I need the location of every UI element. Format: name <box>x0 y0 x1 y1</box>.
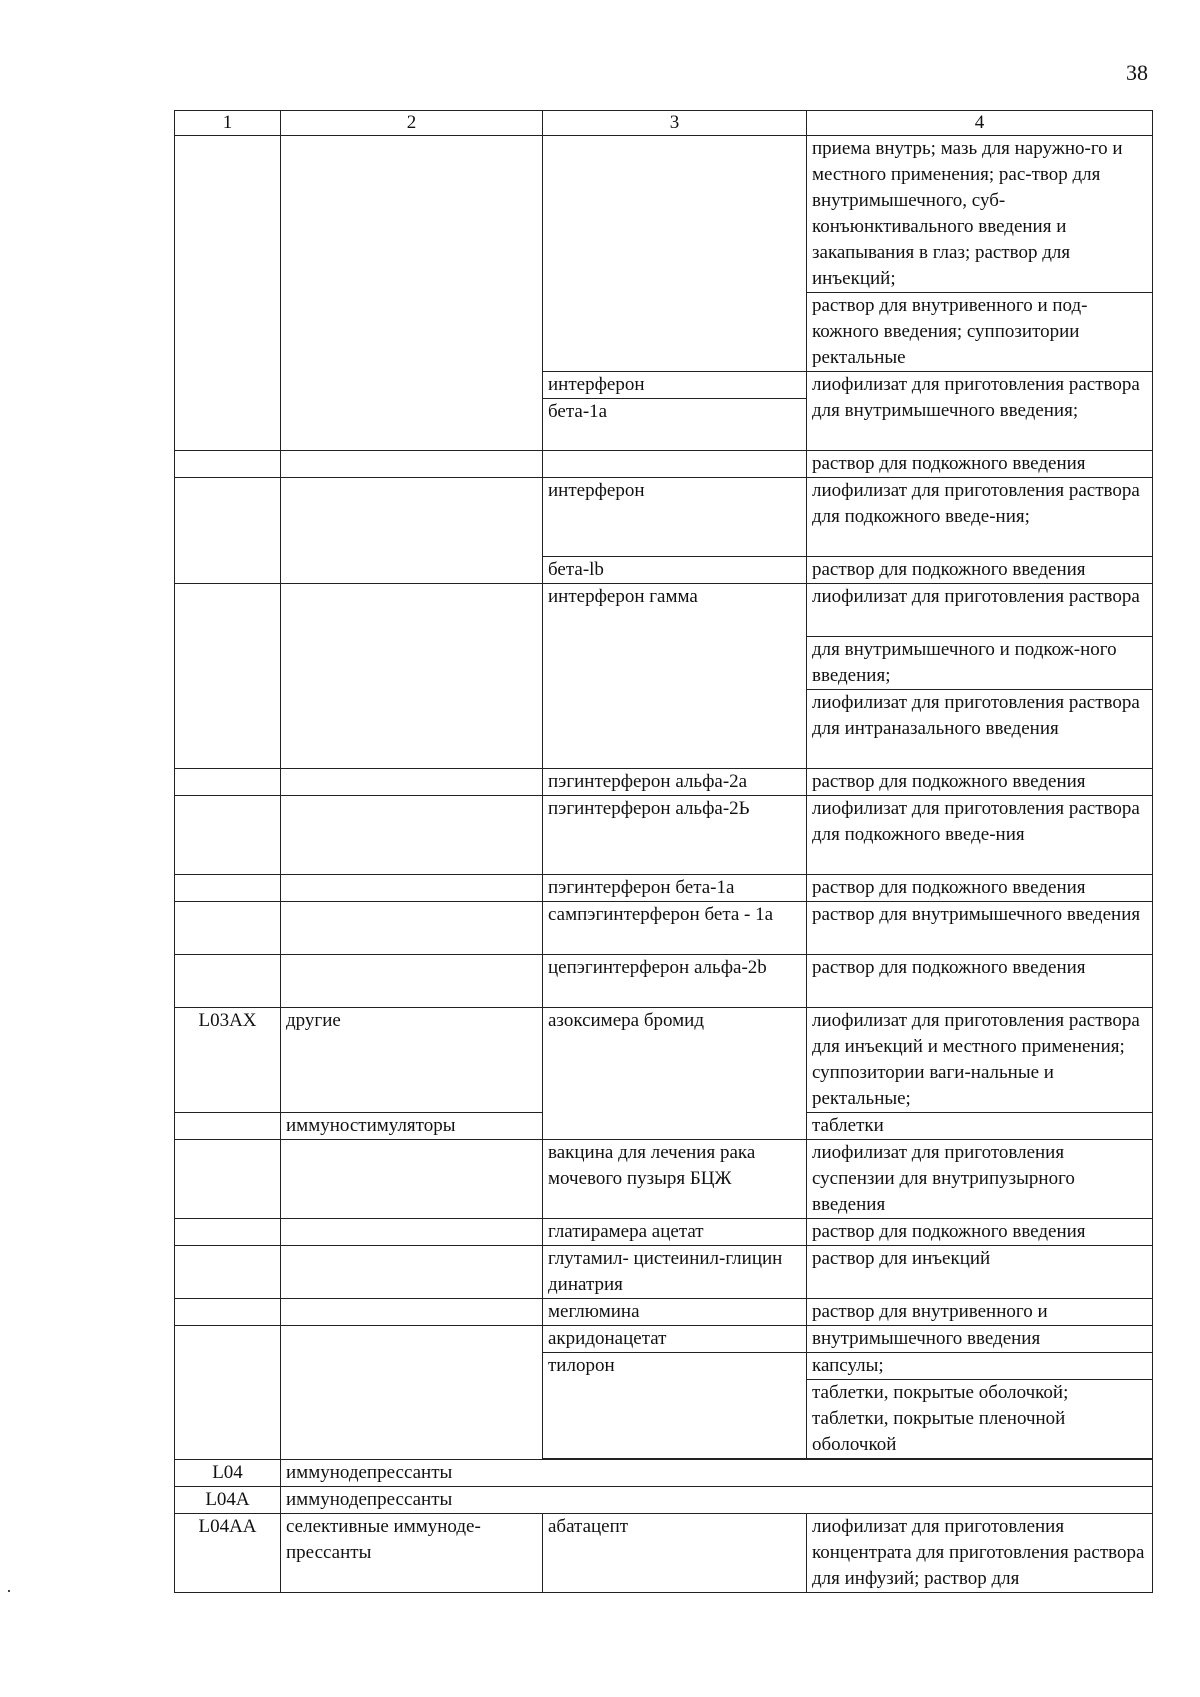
table-row <box>175 1299 1153 1326</box>
header-col-2: 2 <box>281 111 543 136</box>
cell-drug: тилорон <box>543 1353 807 1459</box>
table-row <box>175 1326 1153 1353</box>
header-col-4: 4 <box>807 111 1153 136</box>
cell-form: лиофилизат для приготовления суспензии для внутрипузырного введения <box>807 1140 1153 1219</box>
cell-form: раствор для подкожного введения <box>807 451 1153 478</box>
cell-form: лиофилизат для приготовления раствора для интраназального введения <box>807 690 1153 769</box>
cell-group: другие <box>281 1008 543 1113</box>
cell-drug: цепэгинтерферон альфа-2b <box>543 955 807 1008</box>
drug-name-line-2: бета-1а <box>548 401 608 422</box>
cell-form: таблетки, покрытые оболочкой; таблетки, покрытые пленочной оболочкой <box>807 1380 1153 1459</box>
cell-form: раствор для внутривенного и <box>807 1299 1153 1326</box>
cell-atc-code: L04 <box>175 1460 281 1487</box>
cell-form: лиофилизат для приготовления раствора для подкожного введе-ния <box>807 796 1153 875</box>
cell-drug: глутамил- цистеинил-глицин динатрия <box>543 1246 807 1299</box>
cell-form: раствор для подкожного введения <box>807 557 1153 584</box>
table-row <box>175 1246 1153 1299</box>
table-row <box>175 1514 1153 1593</box>
header-row <box>175 111 1153 136</box>
cell-group: селективные иммуноде-прессанты <box>281 1514 543 1593</box>
cell-form: лиофилизат для приготовления раствора <box>807 584 1153 637</box>
cell-form: лиофилизат для приготовления концентрата для приготовления раствора для инфузий; раствор для <box>807 1514 1153 1593</box>
cell-drug: глатирамера ацетат <box>543 1219 807 1246</box>
cell-group: иммунодепрессанты <box>281 1460 1153 1487</box>
cell-drug: интерферон гамма <box>543 584 807 769</box>
cell-form: для внутримышечного и подкож-ного введения; <box>807 637 1153 690</box>
table-row <box>175 136 1153 293</box>
scan-speck <box>8 1590 10 1592</box>
cell-form: лиофилизат для приготовления раствора для подкожного введе-ния; <box>807 478 1153 557</box>
header-col-3: 3 <box>543 111 807 136</box>
cell-drug: пэгинтерферон альфа-2Ь <box>543 796 807 875</box>
cell-group: иммуностимуляторы <box>281 1113 543 1140</box>
cell-drug: интерферон <box>543 478 807 557</box>
page-number: 38 <box>1126 60 1148 85</box>
table-row <box>175 902 1153 955</box>
cell-form: раствор для инъекций <box>807 1246 1153 1299</box>
cell-drug: вакцина для лечения рака мочевого пузыря БЦЖ <box>543 1140 807 1219</box>
table-row <box>175 796 1153 875</box>
cell-form: раствор для внутримышечного введения <box>807 902 1153 955</box>
table-row <box>175 1487 1153 1514</box>
cell-form: капсулы; <box>807 1353 1153 1380</box>
cell-atc-code: L04AA <box>175 1514 281 1593</box>
cell-drug: сампэгинтерферон бета - 1а <box>543 902 807 955</box>
drug-name-line-1: интерферон <box>543 372 806 399</box>
cell-drug: пэгинтерферон альфа-2а <box>543 769 807 796</box>
cell-form: внутримышечного введения <box>807 1326 1153 1353</box>
cell-drug <box>543 372 807 451</box>
cell-form: таблетки <box>807 1113 1153 1140</box>
table-row <box>175 1219 1153 1246</box>
cell-drug: абатацепт <box>543 1514 807 1593</box>
cell-drug: бета-lb <box>543 557 807 584</box>
cell-drug: пэгинтерферон бета-1а <box>543 875 807 902</box>
cell-form: раствор для подкожного введения <box>807 955 1153 1008</box>
medication-table <box>174 110 1153 1593</box>
cell-drug: меглюмина <box>543 1299 807 1326</box>
table-row <box>175 478 1153 557</box>
cell-form: раствор для внутривенного и под-кожного введения; суппозитории ректальные <box>807 293 1153 372</box>
cell-group: иммунодепрессанты <box>281 1487 1153 1514</box>
cell-drug: акридонацетат <box>543 1326 807 1353</box>
table-row <box>175 1460 1153 1487</box>
cell-form: раствор для подкожного введения <box>807 875 1153 902</box>
cell-form: приема внутрь; мазь для наружно-го и местного применения; рас-твор для внутримышечного, суб-конъюнктивального введения и закапывания в глаз; раствор для инъекций; <box>807 136 1153 293</box>
cell-atc-code: L03AX <box>175 1008 281 1113</box>
cell-atc-code: L04A <box>175 1487 281 1514</box>
cell-form: раствор для подкожного введения <box>807 769 1153 796</box>
cell-form: лиофилизат для приготовления раствора для инъекций и местного применения; суппозитории ваги-нальные и ректальные; <box>807 1008 1153 1113</box>
header-col-1: 1 <box>175 111 281 136</box>
table-row <box>175 1008 1153 1113</box>
table-row <box>175 875 1153 902</box>
table-row <box>175 584 1153 637</box>
cell-form: лиофилизат для приготовления раствора для внутримышечного введения; <box>807 372 1153 451</box>
table-row <box>175 451 1153 478</box>
table-row <box>175 955 1153 1008</box>
table-row <box>175 1140 1153 1219</box>
cell-drug: азоксимера бромид <box>543 1008 807 1140</box>
table-row <box>175 769 1153 796</box>
cell-form: раствор для подкожного введения <box>807 1219 1153 1246</box>
